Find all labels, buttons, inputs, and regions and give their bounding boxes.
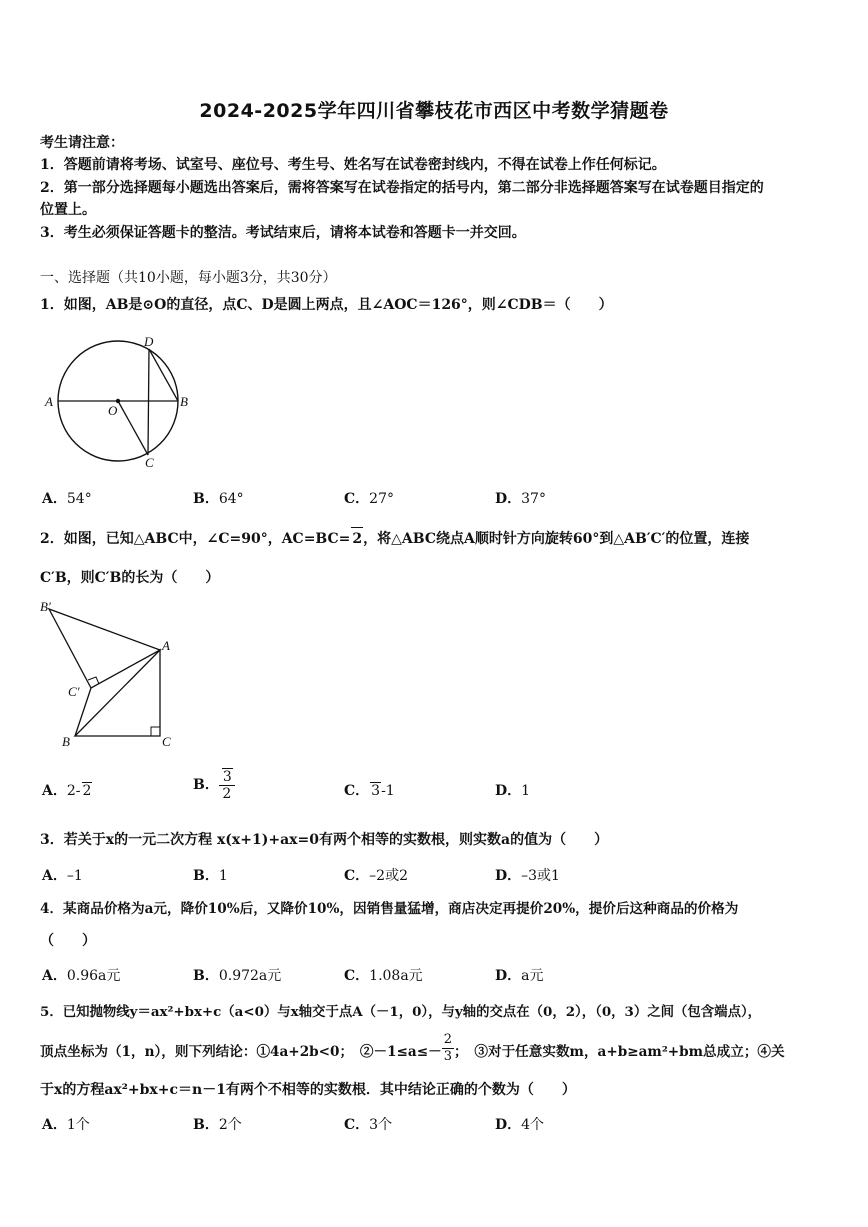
q2-triangle-diagram: [38, 598, 188, 752]
notice-item-1: 1．答题前请将考场、试室号、座位号、考生号、姓名写在试卷密封线内，不得在试卷上作任何标记。: [40, 157, 666, 173]
segment-cd: [148, 349, 149, 455]
q1-option-b: B．64°: [193, 491, 244, 507]
label-b1: B′: [40, 599, 51, 614]
q5-stem-line1: 5．已知抛物线y＝ax²+bx+c（a<0）与x轴交于点A（－1，0），与y轴的交点在（0，2），（0，3）之间（包含端点），: [40, 1004, 762, 1020]
q2-option-b: B． $\frac{3}{2}$: [193, 768, 235, 802]
label-c: C: [145, 455, 154, 470]
triangle-ab1c1: [49, 609, 160, 688]
q5-option-b: B．2个: [193, 1117, 242, 1133]
q4-option-c: C．1.08a元: [344, 968, 423, 984]
q4-option-d: D．a元: [495, 968, 544, 984]
q5-stem-line2: 顶点坐标为（1，n），则下列结论：①4a+2b<0； ②－1≤a≤－ $\frac{2}{3}$ ； ③对于任意实数m，a+b≥am²+bm总成立；④关: [40, 1032, 785, 1064]
q2-option-d: D．1: [495, 783, 531, 799]
q2-stem-line1: 2．如图，已知△ABC中，∠C=90°，AC=BC= 2，将△ABC绕点A顺时针方向旋转60°到△AB′C′的位置，连接: [40, 527, 840, 550]
label-a: A: [45, 394, 53, 409]
q3-option-c: C．–2或2: [344, 868, 408, 884]
q3-option-d: D．–3或1: [495, 868, 560, 884]
q4-option-b: B．0.972a元: [193, 968, 282, 984]
q4-stem-line2: （ ）: [40, 933, 96, 949]
label-c: C: [162, 734, 171, 749]
label-b: B: [62, 734, 70, 749]
q3-option-b: B．1: [193, 868, 228, 884]
segment-oc: [118, 401, 148, 455]
notice-item-2: 2．第一部分选择题每小题选出答案后，需将答案写在试卷指定的括号内，第二部分非选择题答案写在试卷题目指定的: [40, 180, 764, 196]
q1-circle-diagram: [38, 328, 198, 474]
q1-stem: 1．如图，AB是⊙O的直径，点C、D是圆上两点，且∠AOC＝126°，则∠CDB＝（ ）: [40, 297, 613, 313]
q5-option-a: A．1个: [42, 1117, 90, 1133]
q1-option-a: A．54°: [42, 491, 92, 507]
q5-option-d: D．4个: [495, 1117, 545, 1133]
right-angle-c1: [88, 677, 99, 684]
label-o: O: [108, 403, 118, 418]
exam-title: 2024-2025学年四川省攀枝花市西区中考数学猜题卷: [199, 100, 669, 122]
q5-option-c: C．3个: [344, 1117, 393, 1133]
q1-option-d: D．37°: [495, 491, 546, 507]
notice-item-3: 3．考生必须保证答题卡的整洁。考试结束后，请将本试卷和答题卡一并交回。: [40, 225, 526, 241]
q4-stem-line1: 4．某商品价格为a元，降价10%后，又降价10%，因销售量猛增，商店决定再提价20%，提价后这种商品的价格为: [40, 901, 739, 917]
notice-item-2-cont: 位置上。: [40, 202, 96, 218]
q3-stem: 3．若关于x的一元二次方程 x(x+1)+ax=0有两个相等的实数根，则实数a的值为（ ）: [40, 832, 609, 848]
q3-option-a: A．–1: [42, 868, 83, 884]
q5-fraction: $\frac{2}{3}$: [443, 1032, 453, 1064]
label-a: A: [162, 638, 170, 653]
q2-sqrt-value: 2: [351, 527, 363, 550]
section-heading: 一、选择题（共10小题，每小题3分，共30分）: [40, 270, 337, 286]
label-b: B: [180, 394, 188, 409]
segment-db: [149, 349, 178, 401]
q2-option-c: C． 3-1: [344, 783, 395, 799]
q2-option-a: A．2- 2: [42, 783, 92, 799]
label-d: D: [144, 334, 154, 349]
right-angle-c: [151, 727, 160, 736]
q4-option-a: A．0.96a元: [42, 968, 121, 984]
q2-stem-line2: C′B，则C′B的长为（ ）: [40, 570, 220, 586]
notice-heading: 考生请注意：: [40, 135, 124, 151]
label-c1: C′: [68, 684, 80, 699]
triangle-abc: [75, 650, 160, 736]
q5-stem-line3: 于x的方程ax²+bx+c＝n－1有两个不相等的实数根．其中结论正确的个数为（ ）: [40, 1082, 576, 1098]
q1-option-c: C．27°: [344, 491, 394, 507]
